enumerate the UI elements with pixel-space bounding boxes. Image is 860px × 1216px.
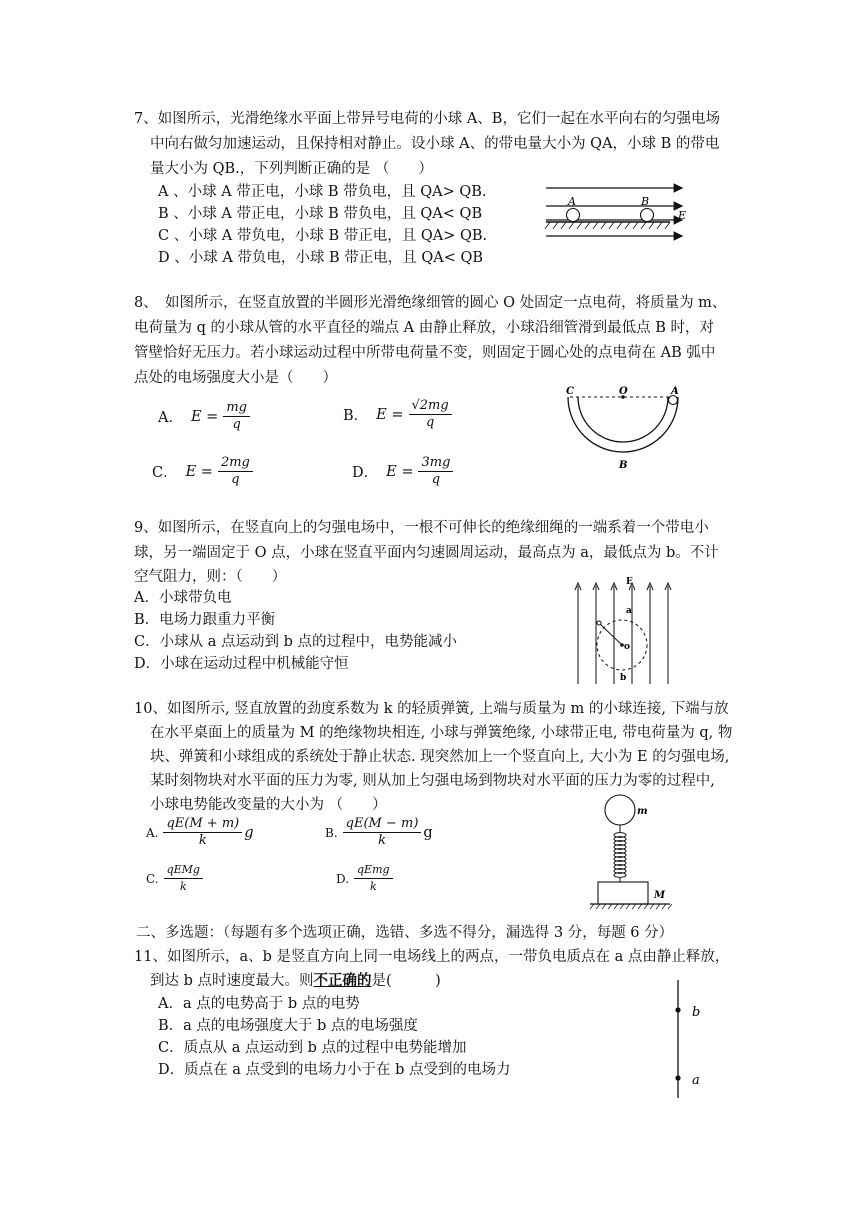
- q7-line1: 7、如图所示，光滑绝缘水平面上带异号电荷的小球 A、B，它们一起在水平向右的匀强电场: [134, 111, 720, 127]
- q8-option-c-den: q: [231, 472, 240, 487]
- q7-option-a: A 、小球 A 带正电，小球 B 带负电，且 QA> QB.: [158, 184, 487, 200]
- q9-line1: 9、如图所示，在竖直向上的匀强电场中，一根不可伸长的绝缘细绳的一端系着一个带电小: [134, 520, 709, 536]
- q8-option-c-lhs: E =: [185, 463, 213, 480]
- q8-option-a: [158, 400, 250, 433]
- q7-label-a: A: [568, 195, 576, 208]
- q10-option-b-num: qE(M − m): [343, 816, 422, 833]
- q8-option-d-num: 3mg: [418, 455, 453, 472]
- q10-option-a-den: k: [198, 833, 207, 848]
- q11-option-d: D．质点在 a 点受到的电场力小于在 b 点受到的电场力: [158, 1062, 511, 1078]
- q9-option-c: C．小球从 a 点运动到 b 点的过程中，电势能减小: [134, 634, 457, 650]
- q11-option-a: A．a 点的电势高于 b 点的电势: [158, 996, 360, 1012]
- q8-line4: 点处的电场强度大小是（ ）: [134, 370, 337, 386]
- q7-option-d: D 、小球 A 带负电，小球 B 带正电，且 QA< QB: [158, 250, 484, 266]
- q10-option-d: [336, 862, 393, 895]
- q10-option-d-label: D.: [336, 871, 350, 886]
- q9-option-a: A．小球带负电: [134, 590, 232, 606]
- q7-line3: 量大小为 QB.，下列判断正确的是 （ ）: [150, 161, 433, 177]
- q8-option-d-fraction: [418, 455, 453, 488]
- q9-label-b: b: [620, 673, 627, 683]
- q8-line3: 管壁恰好无压力。若小球运动过程中所带电荷量不变，则固定于圆心处的点电荷在 AB 弧中: [134, 345, 716, 361]
- q9-line2: 球，另一端固定于 O 点，小球在竖直平面内匀速圆周运动，最高点为 a，最低点为 b。不计: [134, 545, 719, 561]
- q10-option-c: [146, 862, 203, 895]
- q7-figure: [540, 180, 700, 250]
- q8-line1: 8、 如图所示，在竖直放置的半圆形光滑绝缘细管的圆心 O 处固定一点电荷，将质量为 m、: [134, 295, 727, 311]
- q11-line2-emphasis: 不正确的: [313, 972, 372, 989]
- q10-option-b-suffix: g: [423, 824, 433, 841]
- q8-option-b-lhs: E =: [376, 406, 404, 423]
- q7-option-b: B 、小球 A 带正电，小球 B 带负电，且 QA< QB: [158, 206, 483, 222]
- q11-point-b: [675, 1007, 680, 1012]
- q10-line4: 某时刻物块对水平面的压力为零, 则从加上匀强电场到物块对水平面的压力为零的过程中,: [150, 773, 715, 789]
- q8-option-b: [343, 398, 452, 431]
- q10-option-b-den: k: [378, 833, 386, 848]
- q8-option-c: [152, 455, 253, 488]
- q9-line3: 空气阻力，则：（ ）: [134, 569, 287, 585]
- q8-option-c-label: C．: [152, 465, 178, 481]
- q11-point-a: [675, 1075, 680, 1080]
- q7-option-c: C 、小球 A 带负电，小球 B 带正电，且 QA> QB.: [158, 228, 488, 244]
- q8-option-a-den: q: [232, 417, 241, 432]
- q8-option-c-fraction: [218, 455, 253, 488]
- q10-option-a: [146, 816, 254, 849]
- q10-line2: 在水平桌面上的质量为 M 的绝缘物块相连, 小球与弹簧绝缘, 小球带正电, 带电荷量为 q, 物: [150, 725, 733, 741]
- q8-option-d-lhs: E =: [386, 463, 414, 480]
- q7-label-b: B: [641, 195, 650, 208]
- q11-option-b: B．a 点的电场强度大于 b 点的电场强度: [158, 1018, 418, 1034]
- q10-line3: 块、弹簧和小球组成的系统处于静止状态. 现突然加上一个竖直向上, 大小为 E 的匀强电场,: [150, 749, 730, 765]
- q8-option-d-label: D．: [352, 465, 379, 481]
- q9-label-a: a: [626, 606, 632, 616]
- q8-option-d: [352, 455, 453, 488]
- q11-line2-pre: 到达 b 点时速度最大。则: [150, 973, 314, 989]
- q10-label-big-m: M: [654, 890, 666, 901]
- q10-option-a-num: qE(M + m): [163, 816, 242, 833]
- q8-line2: 电荷量为 q 的小球从管的水平直径的端点 A 由静止释放，小球沿细管滑到最低点 B 时，对: [134, 320, 715, 336]
- q8-figure: [560, 386, 690, 476]
- q10-option-a-label: A.: [146, 825, 159, 840]
- q8-label-c: C: [566, 386, 574, 397]
- q8-label-b: B: [619, 460, 628, 471]
- q8-option-a-fraction: [223, 400, 250, 433]
- q8-option-d-den: q: [431, 472, 441, 487]
- q8-option-a-label: A．: [158, 410, 183, 426]
- q11-line1: 11、如图所示，a、b 是竖直方向上同一电场线上的两点，一带负电质点在 a 点由静止释放，: [134, 949, 730, 965]
- q10-option-a-fraction: [163, 816, 242, 849]
- q11-line2: [150, 970, 441, 992]
- q10-option-a-suffix: g: [244, 824, 254, 841]
- q8-option-b-den: q: [425, 415, 435, 430]
- q11-line2-post: 是( ): [371, 973, 441, 989]
- q8-option-b-fraction: [409, 398, 452, 431]
- q8-option-a-lhs: E =: [190, 408, 219, 425]
- q10-line1: 10、如图所示, 竖直放置的劲度系数为 k 的轻质弹簧, 上端与质量为 m 的小球连接, 下端与放: [134, 701, 729, 717]
- q11-label-b: b: [692, 1005, 701, 1020]
- q10-option-d-den: k: [369, 880, 377, 893]
- q11-figure: [668, 978, 718, 1102]
- q9-label-e: E: [626, 577, 633, 587]
- q10-spring: [614, 833, 626, 878]
- q8-label-a: A: [671, 386, 679, 397]
- q10-option-d-fraction: [354, 862, 393, 895]
- q9-label-o: o: [624, 642, 631, 652]
- q9-option-b: B．电场力跟重力平衡: [134, 612, 276, 628]
- q7-line2: 中向右做匀加速运动，且保持相对静止。设小球 A、的带电量大小为 QA，小球 B 的带电: [150, 136, 720, 152]
- q9-figure: [566, 578, 686, 688]
- q10-option-c-den: k: [179, 880, 187, 893]
- q10-line5: 小球电势能改变量的大小为 （ ）: [150, 797, 387, 813]
- q8-option-a-num: mg: [223, 400, 250, 417]
- q7-ball-b: [641, 209, 654, 222]
- q10-label-m: m: [637, 806, 648, 817]
- q10-ball: [605, 795, 635, 825]
- q10-option-b-fraction: [343, 816, 422, 849]
- q10-option-b-label: B.: [325, 825, 338, 840]
- q10-option-c-fraction: [164, 862, 203, 895]
- q7-label-e: E: [678, 209, 687, 222]
- q7-ball-a: [567, 209, 580, 222]
- q8-option-b-label: B．: [343, 408, 369, 424]
- q10-option-d-num: qEmg: [354, 862, 393, 879]
- q11-label-a: a: [692, 1073, 700, 1088]
- q8-label-o: O: [619, 386, 628, 397]
- q10-option-c-num: qEMg: [164, 862, 203, 879]
- q11-option-c: C．质点从 a 点运动到 b 点的过程中电势能增加: [158, 1040, 467, 1056]
- q10-figure: [590, 792, 680, 914]
- q8-option-b-num: √2mg: [409, 398, 452, 415]
- section2-heading: 二、多选题：（每题有多个选项正确，选错、多选不得分，漏选得 3 分，每题 6 分）: [136, 925, 674, 941]
- q10-block: [598, 882, 648, 904]
- q9-ball: [597, 621, 601, 625]
- q8-option-c-num: 2mg: [218, 455, 253, 472]
- q10-option-c-label: C.: [146, 871, 159, 886]
- q10-option-b: [325, 816, 433, 849]
- q9-option-d: D．小球在运动过程中机械能守恒: [134, 656, 349, 672]
